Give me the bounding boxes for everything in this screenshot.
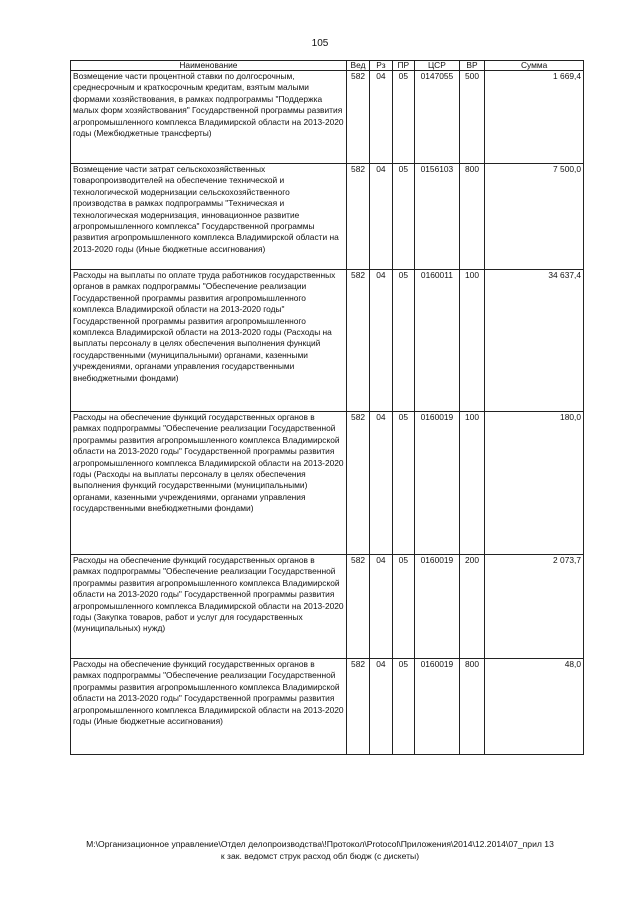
header-ved: Вед [346, 61, 369, 71]
row-name: Возмещение части процентной ставки по долгосрочным, среднесрочным и краткосрочным кредитам, взятым малыми формами хозяйствования, в рамках подпрограммы "Поддержка малых форм хозяйствования" Государственной программы развития агропромышленного комплекса Владимирской области на 2013-2020 годы (Межбюджетные трансферты) [71, 71, 347, 164]
table-row [71, 555, 584, 659]
row-sum: 34 637,4 [485, 270, 584, 412]
row-pr: 05 [392, 270, 414, 412]
table-row [71, 659, 584, 755]
header-name: Наименование [71, 61, 347, 71]
row-name: Расходы на обеспечение функций государственных органов в рамках подпрограммы "Обеспечение реализации Государственной программы развития агропромышленного комплекса Владимирской области на 2013-2020 годы" Государственной программы развития агропромышленного комплекса Владимирской области на 2013-2020 годы (Иные бюджетные ассигнования) [71, 659, 347, 755]
table-header-row [71, 61, 584, 71]
row-ved: 582 [346, 71, 369, 164]
header-csr: ЦСР [415, 61, 460, 71]
row-sum: 7 500,0 [485, 164, 584, 270]
row-ved: 582 [346, 270, 369, 412]
row-sum: 2 073,7 [485, 555, 584, 659]
row-pr: 05 [392, 164, 414, 270]
row-pr: 05 [392, 71, 414, 164]
table-row [71, 71, 584, 164]
row-sum: 180,0 [485, 412, 584, 555]
header-rz: Рз [370, 61, 392, 71]
header-sum: Сумма [485, 61, 584, 71]
row-vr: 800 [459, 164, 484, 270]
table-row [71, 164, 584, 270]
row-ved: 582 [346, 164, 369, 270]
footer-caption-line: к зак. ведомст струк расход обл бюдж (с дискеты) [220, 850, 420, 861]
header-vr: ВР [459, 61, 484, 71]
page-number: 105 [311, 38, 329, 49]
table-row [71, 270, 584, 412]
row-vr: 800 [459, 659, 484, 755]
row-csr: 0160019 [415, 659, 460, 755]
budget-table [70, 60, 584, 755]
row-pr: 05 [392, 412, 414, 555]
row-rz: 04 [370, 164, 392, 270]
file-path-footer [0, 839, 640, 862]
row-name: Возмещение части затрат сельскохозяйственных товаропроизводителей на обеспечение технической и технологической модернизации сельскохозяйственного производства в рамках подпрограммы "Техническая и технологическая модернизация, инновационное развитие агропромышленного комплекса" Государственной программы развития агропромышленного комплекса Владимирской области на 2013-2020 годы (Иные бюджетные ассигнования) [71, 164, 347, 270]
row-sum: 48,0 [485, 659, 584, 755]
row-ved: 582 [346, 412, 369, 555]
row-rz: 04 [370, 555, 392, 659]
row-csr: 0160019 [415, 412, 460, 555]
row-name: Расходы на обеспечение функций государственных органов в рамках подпрограммы "Обеспечение реализации Государственной программы развития агропромышленного комплекса Владимирской области на 2013-2020 годы" Государственной программы развития агропромышленного комплекса Владимирской области на 2013-2020 годы (Расходы на выплаты персоналу в целях обеспечения выполнения функций государственными (муниципальными) органами, казенными учреждениями, органами управления государственными внебюджетными фондами) [71, 412, 347, 555]
row-ved: 582 [346, 555, 369, 659]
row-rz: 04 [370, 270, 392, 412]
row-name: Расходы на выплаты по оплате труда работников государственных органов в рамках подпрограммы "Обеспечение реализации Государственной программы развития агропромышленного комплекса Владимирской области на 2013-2020 годы" Государственной программы развития агропромышленного комплекса Владимирской области на 2013-2020 годы (Расходы на выплаты персоналу в целях обеспечения выполнения функций государственными (муниципальными) органами, казенными учреждениями, органами управления государственными внебюджетными фондами) [71, 270, 347, 412]
row-csr: 0156103 [415, 164, 460, 270]
row-rz: 04 [370, 659, 392, 755]
row-rz: 04 [370, 412, 392, 555]
row-vr: 100 [459, 412, 484, 555]
row-vr: 200 [459, 555, 484, 659]
row-vr: 100 [459, 270, 484, 412]
row-name: Расходы на обеспечение функций государственных органов в рамках подпрограммы "Обеспечение реализации Государственной программы развития агропромышленного комплекса Владимирской области на 2013-2020 годы" Государственной программы развития агропромышленного комплекса Владимирской области на 2013-2020 годы (Закупка товаров, работ и услуг для государственных (муниципальных) нужд) [71, 555, 347, 659]
row-csr: 0160019 [415, 555, 460, 659]
row-sum: 1 669,4 [485, 71, 584, 164]
row-rz: 04 [370, 71, 392, 164]
row-csr: 0147055 [415, 71, 460, 164]
table-row [71, 412, 584, 555]
row-ved: 582 [346, 659, 369, 755]
footer-path-line: M:\Организационное управление\Отдел делопроизводства\!Протокол\Protocol\Приложения\2014\12.2014\07_прил 13 [86, 839, 554, 849]
row-pr: 05 [392, 555, 414, 659]
row-pr: 05 [392, 659, 414, 755]
header-pr: ПР [392, 61, 414, 71]
row-csr: 0160011 [415, 270, 460, 412]
row-vr: 500 [459, 71, 484, 164]
